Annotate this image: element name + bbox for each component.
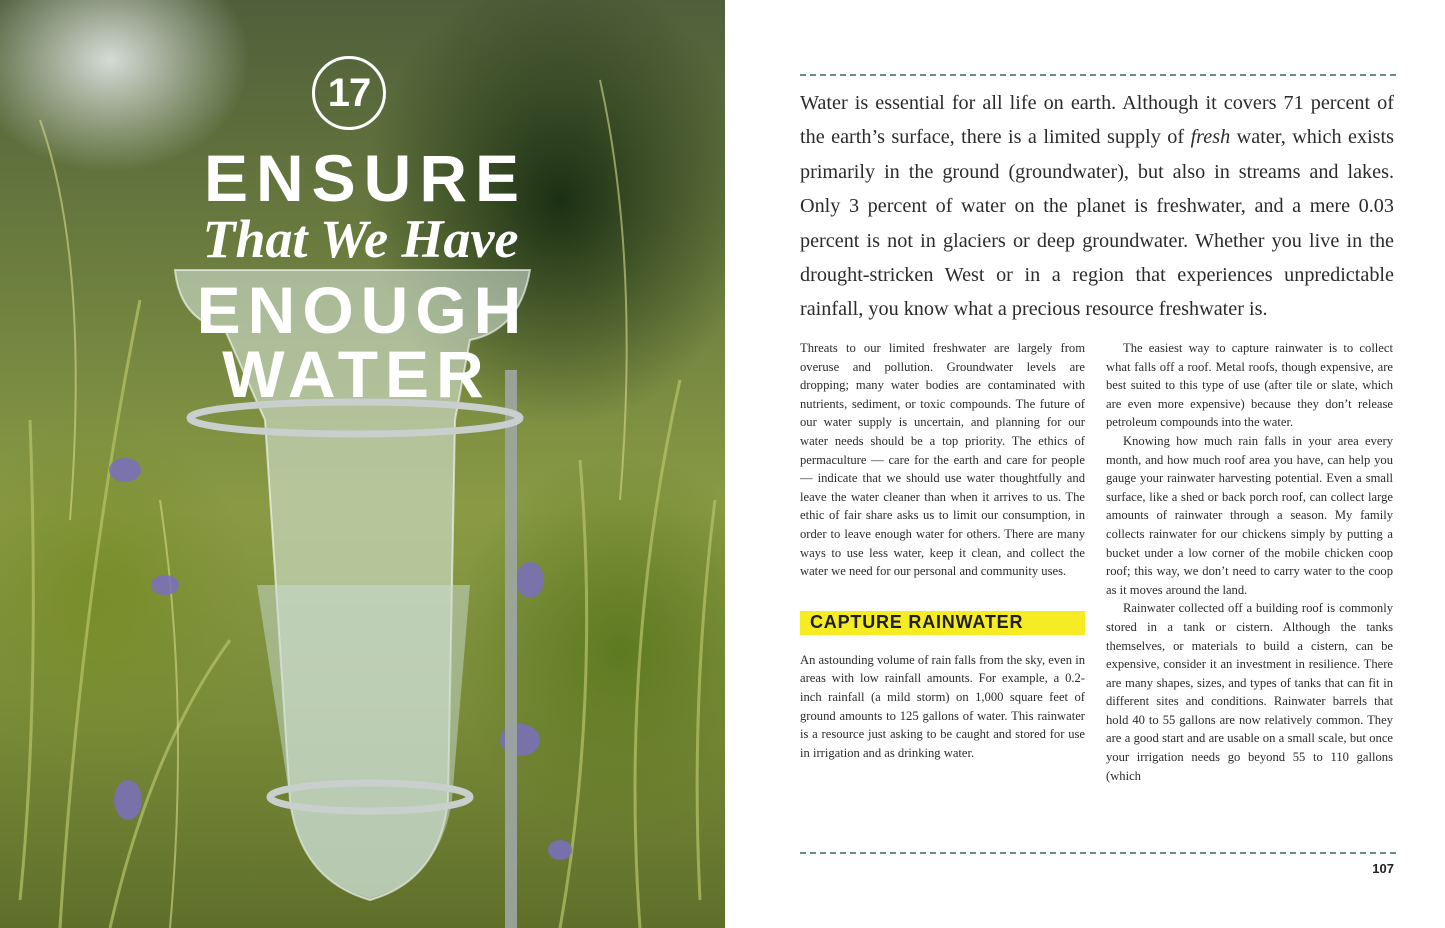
chapter-title-line-2: That We Have bbox=[202, 209, 519, 269]
chapter-title-line-3: ENOUGH bbox=[196, 273, 529, 347]
body-paragraph: An astounding volume of rain falls from the sky, even in areas with low rainfall amounts. For example, a 0.2-inch rainfall (a mild storm) on 1,000 square feet of ground amounts to 125 gallons of water. This rainwater is a resource just asking to be caught and stored for use in irrigation and as drinking water. bbox=[800, 652, 1085, 760]
chapter-title-line-1: ENSURE bbox=[203, 141, 528, 215]
top-dashed-rule bbox=[800, 74, 1396, 76]
section-heading-capture-rainwater: CAPTURE RAINWATER bbox=[800, 611, 1085, 635]
body-paragraph: Knowing how much rain falls in your area every month, and how much roof area you have, can help you gauge your rainwater harvesting potential. Even a small surface, like a shed or back porch roof, can collect large amounts of rainwater through a season. My family collects rainwater for our chickens simply by putting a bucket under a low corner of the mobile chicken coop roof; this way, we don’t need to carry water to the coop as it moves around the land. bbox=[1106, 433, 1393, 597]
page-number: 107 bbox=[1372, 861, 1394, 876]
chapter-number-badge: 17 bbox=[312, 56, 386, 130]
body-paragraph: The easiest way to capture rainwater is to collect what falls off a roof. Metal roofs, though expensive, are best suited to this type of use (after tile or slate, which are even more expensive) because they don’t release petroleum compounds into the water. bbox=[1106, 341, 1393, 430]
chapter-title-line-4: WATER bbox=[222, 337, 491, 411]
intro-emphasis: fresh bbox=[1190, 126, 1231, 149]
left-text-column bbox=[800, 339, 1085, 762]
body-paragraph: Rainwater collected off a building roof is commonly stored in a tank or cistern. Although the tanks themselves, or materials to build a cistern, can be expensive, consider it an investment in resilience. There are many shapes, sizes, and types of tanks that can fit in different sites and conditions. Rainwater barrels that hold 40 to 55 gallons are now relatively common. They are a good start and are usable on a small scale, but once your irrigation needs go beyond 55 to 110 gallons (which bbox=[1106, 601, 1393, 783]
bottom-dashed-rule bbox=[800, 852, 1396, 854]
right-text-column bbox=[1106, 339, 1393, 785]
intro-paragraph: Water is essential for all life on earth. Although it covers 71 percent of the earth’s surface, there is a limited supply of fresh water, which exists primarily in the ground (groundwater), but also in streams and lakes. Only 3 percent of water on the planet is freshwater, and a mere 0.03 percent is not in glaciers or deep groundwater. Whether you live in the drought-stricken West or in a region that experiences unpredictable rainfall, you know what a precious resource freshwater is. bbox=[800, 92, 1394, 321]
body-paragraph: Threats to our limited freshwater are largely from overuse and pollution. Groundwater levels are dropping; many water bodies are contaminated with nutrients, sediment, or toxic compounds. The future of our water supply is uncertain, and planning for our water needs should be a top priority. The ethics of permaculture — care for the earth and care for people — indicate that we should use water thoughtfully and leave the water cleaner than when it arrives to us. The ethic of fair share asks us to limit our consumption, in order to leave enough water for others. There are many ways to use less water, keep it clean, and collect the water we need for our personal and community uses. bbox=[800, 341, 1085, 579]
